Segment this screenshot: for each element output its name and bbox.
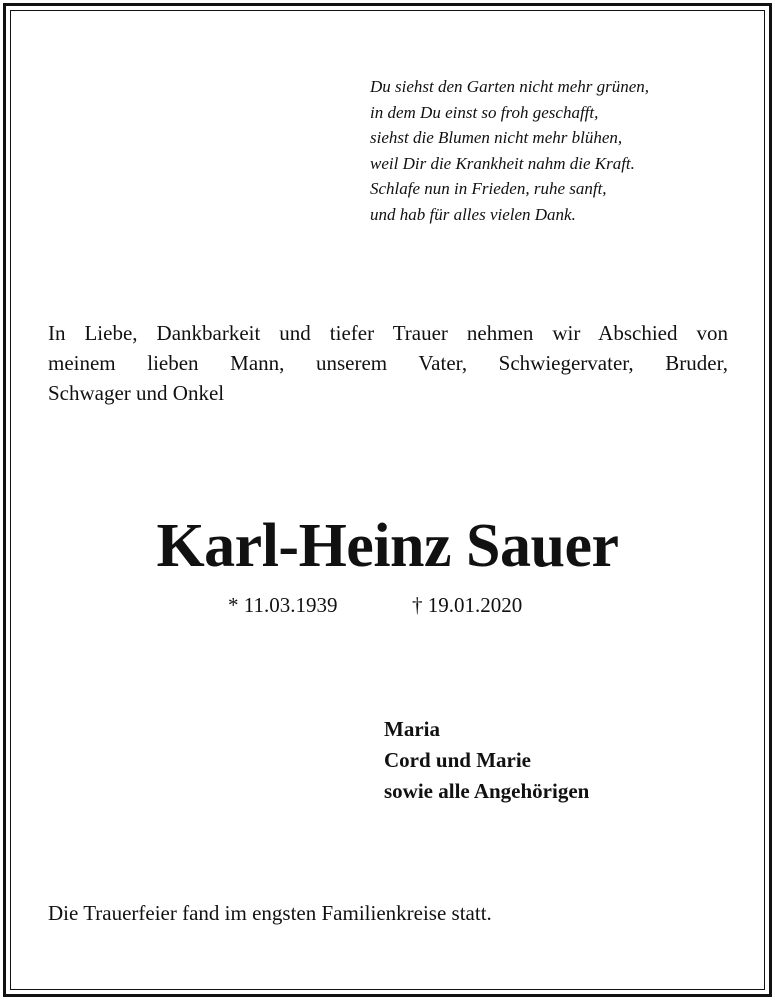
birth-date: * 11.03.1939 [228,593,338,617]
poem-line: weil Dir die Krankheit nahm die Kraft. [370,153,635,173]
poem-line: siehst die Blumen nicht mehr blühen, [370,128,623,147]
poem-line: in dem Du einst so froh geschafft, [370,102,599,122]
family-signatures [384,714,589,807]
family-line: Maria [384,717,440,741]
family-line: sowie alle Angehörigen [384,779,590,803]
funeral-note: Die Trauerfeier fand im engsten Familienkreise statt. [48,901,492,925]
family-line: Cord und Marie [384,748,531,772]
intro-line: Schwager und Onkel [48,381,225,405]
poem-line: Schlafe nun in Frieden, ruhe sanft, [370,179,607,198]
poem-line: Du siehst den Garten nicht mehr grünen, [370,77,650,96]
intro-text [48,318,728,408]
poem [370,74,750,227]
deceased-name: Karl-Heinz Sauer [156,512,619,580]
intro-line: In Liebe, Dankbarkeit und tiefer Trauer nehmen wir Abschied von [48,321,728,345]
intro-line: meinem lieben Mann, unserem Vater, Schwiegervater, Bruder, [48,351,728,375]
death-date: † 19.01.2020 [412,593,523,617]
poem-line: und hab für alles vielen Dank. [370,204,576,224]
